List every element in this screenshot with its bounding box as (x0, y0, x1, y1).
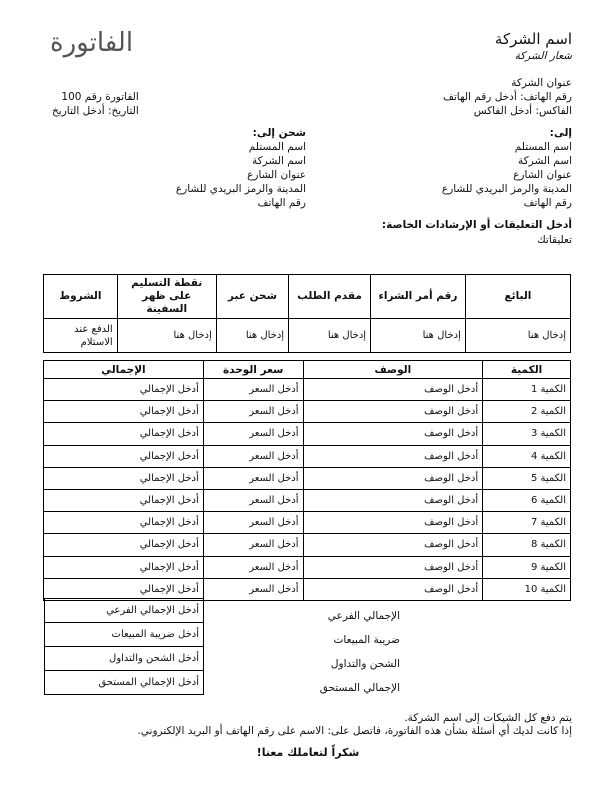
item-quantity[interactable]: الكمية 1 (483, 379, 571, 401)
item-quantity[interactable]: الكمية 7 (483, 512, 571, 534)
item-description[interactable]: أدخل الوصف (303, 489, 483, 511)
shipping-handling-label: الشحن والتداول (330, 658, 400, 670)
table-row (44, 556, 571, 578)
shipping-value-requester[interactable]: إدخال هنا (289, 319, 371, 353)
item-quantity[interactable]: الكمية 2 (483, 401, 571, 423)
ship-to-company: اسم الشركة (252, 155, 306, 167)
item-description[interactable]: أدخل الوصف (303, 467, 483, 489)
item-description[interactable]: أدخل الوصف (303, 445, 483, 467)
bill-to-phone: رقم الهاتف (523, 197, 572, 209)
subtotal-label: الإجمالي الفرعي (327, 610, 400, 622)
table-row (44, 512, 571, 534)
table-row (44, 401, 571, 423)
shipping-header-ship-via: شحن عبر (216, 275, 288, 319)
item-unit-price[interactable]: أدخل السعر (203, 423, 303, 445)
comments-text: تعليقاتك (537, 234, 572, 246)
item-quantity[interactable]: الكمية 9 (483, 556, 571, 578)
item-unit-price[interactable]: أدخل السعر (203, 578, 303, 600)
items-table (43, 360, 571, 601)
item-quantity[interactable]: الكمية 3 (483, 423, 571, 445)
items-header-total: الإجمالي (44, 361, 204, 379)
ship-to-recipient: اسم المستلم (248, 141, 306, 153)
footer-payment-note: يتم دفع كل الشيكات إلى اسم الشركة. (404, 712, 572, 724)
footer-contact-note: إذا كانت لديك أي أسئلة بشأن هذه الفاتورة، فاتصل على: الاسم على رقم الهاتف أو البريد الإلكتروني. (137, 725, 572, 737)
items-header-description: الوصف (303, 361, 483, 379)
item-description[interactable]: أدخل الوصف (303, 401, 483, 423)
comments-heading: أدخل التعليقات أو الإرشادات الخاصة: (381, 219, 572, 231)
item-unit-price[interactable]: أدخل السعر (203, 445, 303, 467)
item-description[interactable]: أدخل الوصف (303, 578, 483, 600)
items-header-quantity: الكمية (483, 361, 571, 379)
item-quantity[interactable]: الكمية 8 (483, 534, 571, 556)
footer-notes (137, 712, 572, 738)
item-total[interactable]: أدخل الإجمالي (44, 401, 204, 423)
total-due-value[interactable]: أدخل الإجمالي المستحق (45, 671, 204, 695)
item-total[interactable]: أدخل الإجمالي (44, 578, 204, 600)
shipping-header-requester: مقدم الطلب (289, 275, 371, 319)
table-row (44, 489, 571, 511)
company-slogan: شعار الشركة (514, 50, 572, 62)
bill-to-city-zip: المدينة والرمز البريدي للشارع (441, 183, 572, 195)
bill-to-block (442, 126, 572, 210)
ship-to-phone: رقم الهاتف (257, 197, 306, 209)
totals-table (44, 598, 204, 695)
item-description[interactable]: أدخل الوصف (303, 379, 483, 401)
item-quantity[interactable]: الكمية 10 (483, 578, 571, 600)
table-row (44, 423, 571, 445)
item-description[interactable]: أدخل الوصف (303, 534, 483, 556)
item-total[interactable]: أدخل الإجمالي (44, 489, 204, 511)
items-header-row (44, 361, 571, 379)
table-row (44, 467, 571, 489)
document-title: الفاتورة (50, 28, 134, 58)
shipping-header-row (44, 275, 571, 319)
bill-to-heading: إلى: (549, 127, 572, 139)
company-info (443, 76, 572, 118)
ship-to-street: عنوان الشارع (247, 169, 306, 181)
shipping-header-fob: نقطة التسليم على ظهر السفينة (117, 275, 216, 319)
thank-you-message: شكراً لتعاملك معنا! (256, 746, 360, 759)
invoice-date: التاريخ: أدخل التاريخ (52, 105, 139, 117)
shipping-value-terms[interactable]: الدفع عند الاستلام (44, 319, 118, 353)
bill-to-company: اسم الشركة (518, 155, 572, 167)
shipping-value-po-number[interactable]: إدخال هنا (371, 319, 466, 353)
items-header-unit-price: سعر الوحدة (203, 361, 303, 379)
bill-to-street: عنوان الشارع (513, 169, 572, 181)
comments-block (382, 218, 572, 248)
table-row (44, 445, 571, 467)
company-fax: الفاكس: أدخل الفاكس (473, 105, 572, 117)
item-unit-price[interactable]: أدخل السعر (203, 512, 303, 534)
item-total[interactable]: أدخل الإجمالي (44, 467, 204, 489)
item-total[interactable]: أدخل الإجمالي (44, 556, 204, 578)
item-total[interactable]: أدخل الإجمالي (44, 423, 204, 445)
table-row (44, 534, 571, 556)
item-quantity[interactable]: الكمية 6 (483, 489, 571, 511)
item-unit-price[interactable]: أدخل السعر (203, 467, 303, 489)
sales-tax-label: ضريبة المبيعات (333, 634, 400, 646)
total-due-label: الإجمالي المستحق (319, 682, 400, 694)
item-unit-price[interactable]: أدخل السعر (203, 556, 303, 578)
ship-to-heading: شحن إلى: (252, 127, 306, 139)
item-description[interactable]: أدخل الوصف (303, 512, 483, 534)
item-unit-price[interactable]: أدخل السعر (203, 534, 303, 556)
sales-tax-value[interactable]: أدخل ضريبة المبيعات (45, 623, 204, 647)
company-address: عنوان الشركة (511, 77, 572, 89)
item-total[interactable]: أدخل الإجمالي (44, 512, 204, 534)
invoice-meta (52, 90, 139, 118)
item-description[interactable]: أدخل الوصف (303, 423, 483, 445)
item-unit-price[interactable]: أدخل السعر (203, 379, 303, 401)
subtotal-value[interactable]: أدخل الإجمالي الفرعي (45, 599, 204, 623)
item-description[interactable]: أدخل الوصف (303, 556, 483, 578)
company-phone: رقم الهاتف: أدخل رقم الهاتف (443, 91, 572, 103)
shipping-table (43, 274, 571, 353)
shipping-value-fob[interactable]: إدخال هنا (117, 319, 216, 353)
shipping-header-terms: الشروط (44, 275, 118, 319)
ship-to-block (176, 126, 306, 210)
totals-labels (290, 604, 400, 700)
invoice-number: الفاتورة رقم 100 (61, 91, 139, 103)
item-total[interactable]: أدخل الإجمالي (44, 445, 204, 467)
shipping-header-seller: البائع (465, 275, 570, 319)
shipping-header-po-number: رقم أمر الشراء (371, 275, 466, 319)
company-name: اسم الشركة (494, 30, 572, 48)
shipping-value-row (44, 319, 571, 353)
item-unit-price[interactable]: أدخل السعر (203, 401, 303, 423)
bill-to-recipient: اسم المستلم (514, 141, 572, 153)
item-total[interactable]: أدخل الإجمالي (44, 534, 204, 556)
shipping-value-seller[interactable]: إدخال هنا (465, 319, 570, 353)
table-row (44, 379, 571, 401)
item-unit-price[interactable]: أدخل السعر (203, 489, 303, 511)
shipping-value-ship-via[interactable]: إدخال هنا (216, 319, 288, 353)
item-total[interactable]: أدخل الإجمالي (44, 379, 204, 401)
ship-to-city-zip: المدينة والرمز البريدي للشارع (175, 183, 306, 195)
item-quantity[interactable]: الكمية 5 (483, 467, 571, 489)
item-quantity[interactable]: الكمية 4 (483, 445, 571, 467)
shipping-handling-value[interactable]: أدخل الشحن والتداول (45, 647, 204, 671)
